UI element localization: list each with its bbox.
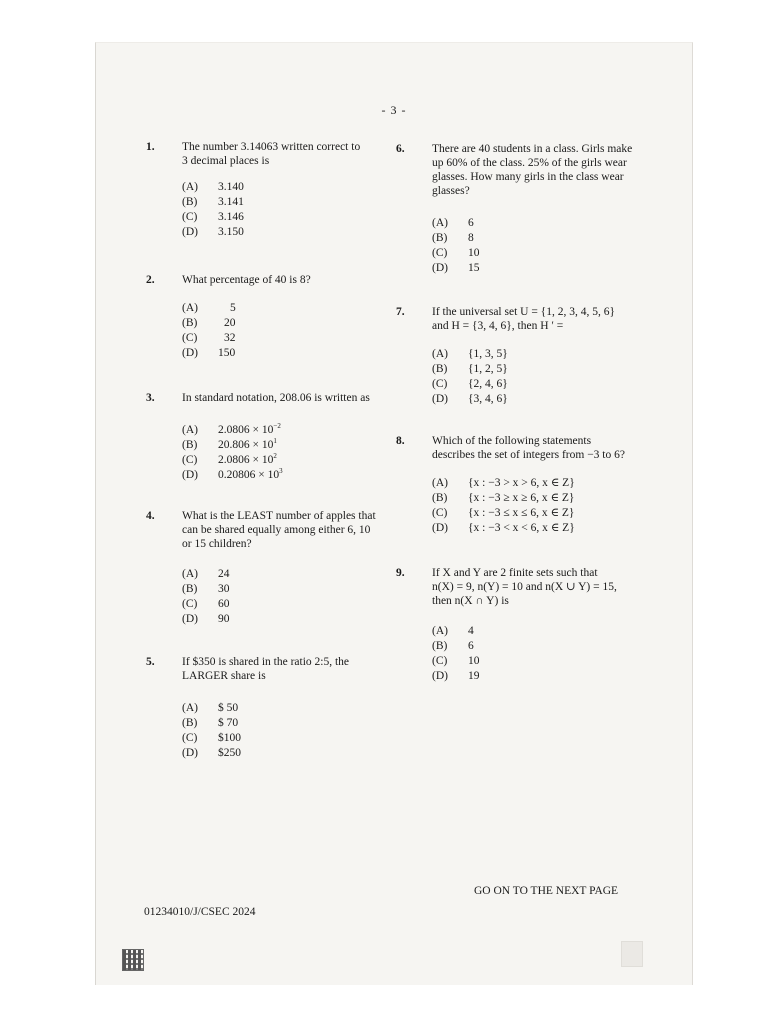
question-5 xyxy=(146,655,396,765)
option-b[interactable]: (B) 8 xyxy=(432,232,474,244)
stem-line: can be shared equally among either 6, 10 xyxy=(182,524,371,536)
question-stem xyxy=(432,434,625,462)
stem-line: or 15 children? xyxy=(182,538,252,550)
option-c[interactable]: (C) 32 xyxy=(182,332,236,344)
option-c[interactable]: (C) {x : −3 ≤ x ≤ 6, x ∈ Z} xyxy=(432,507,575,519)
option-d[interactable]: (D) 19 xyxy=(432,670,480,682)
option-d[interactable]: (D) 15 xyxy=(432,262,480,274)
question-stem xyxy=(182,509,376,551)
question-number: 8. xyxy=(396,435,405,447)
stem-line: LARGER share is xyxy=(182,670,266,682)
stem-line: The number 3.14063 written correct to xyxy=(182,141,361,153)
stem-line: There are 40 students in a class. Girls make xyxy=(432,143,633,155)
option-d[interactable]: (D) 150 xyxy=(182,347,236,359)
option-d[interactable]: (D) $250 xyxy=(182,747,241,759)
answer-options xyxy=(182,701,241,761)
question-stem xyxy=(432,142,632,198)
question-stem xyxy=(432,566,617,608)
question-8 xyxy=(396,434,661,544)
question-number: 1. xyxy=(146,141,155,153)
corner-mark xyxy=(621,941,643,967)
option-b[interactable]: (B) $20.806 \times 10^1$ xyxy=(182,437,277,451)
question-number: 9. xyxy=(396,567,405,579)
question-9 xyxy=(396,566,661,691)
question-number: 2. xyxy=(146,274,155,286)
option-d[interactable]: (D) $0.20806 \times 10^3$ xyxy=(182,467,283,481)
answer-options xyxy=(432,624,480,684)
option-d[interactable]: (D) {3, 4, 6} xyxy=(432,393,508,405)
option-c[interactable]: (C) {2, 4, 6} xyxy=(432,378,508,390)
option-b[interactable]: (B) $ 70 xyxy=(182,717,239,729)
option-c[interactable]: (C) 10 xyxy=(432,655,480,667)
option-a[interactable]: (A) {x : −3 > x > 6, x ∈ Z} xyxy=(432,477,575,489)
option-a[interactable]: (A) {1, 3, 5} xyxy=(432,348,508,360)
option-c[interactable]: (C) 10 xyxy=(432,247,480,259)
answer-options xyxy=(432,476,575,536)
option-b[interactable]: (B) 6 xyxy=(432,640,474,652)
stem-line: Which of the following statements xyxy=(432,435,592,447)
answer-options xyxy=(432,216,480,276)
option-a[interactable]: (A) 5 xyxy=(182,302,236,314)
question-number: 5. xyxy=(146,656,155,668)
option-b[interactable]: (B) {1, 2, 5} xyxy=(432,363,508,375)
exponent: 3 xyxy=(279,467,283,475)
page-number: - 3 - xyxy=(381,103,407,117)
exponent: 2 xyxy=(273,452,277,460)
option-a[interactable]: (A) 4 xyxy=(432,625,474,637)
stem-line: If X and Y are 2 finite sets such that xyxy=(432,567,598,579)
answer-options xyxy=(182,180,244,240)
question-4 xyxy=(146,509,396,629)
stem-line: and H = {3, 4, 6}, then H ′ = xyxy=(432,320,564,332)
stem-line: If $350 is shared in the ratio 2:5, the xyxy=(182,656,350,668)
question-stem xyxy=(432,305,615,333)
option-c[interactable]: (C) 60 xyxy=(182,598,230,610)
question-7 xyxy=(396,305,661,415)
option-b[interactable]: (B) 20 xyxy=(182,317,236,329)
option-c[interactable]: (C) $100 xyxy=(182,732,241,744)
option-d[interactable]: (D) 3.150 xyxy=(182,226,244,238)
exponent: −2 xyxy=(273,422,281,430)
stem-line: then n(X ∩ Y) is xyxy=(432,595,509,607)
option-b[interactable]: (B) {x : −3 ≥ x ≥ 6, x ∈ Z} xyxy=(432,492,575,504)
question-2 xyxy=(146,273,386,363)
stem-line: n(X) = 9, n(Y) = 10 and n(X ∪ Y) = 15, xyxy=(432,581,617,593)
question-number: 6. xyxy=(396,143,405,155)
option-b[interactable]: (B) 3.141 xyxy=(182,196,244,208)
stem-line: glasses? xyxy=(432,185,470,197)
answer-options xyxy=(182,567,230,627)
answer-options xyxy=(182,419,283,479)
option-a[interactable]: (A) $2.0806 \times 10^{-2}$ xyxy=(182,422,281,436)
option-a[interactable]: (A) 6 xyxy=(432,217,474,229)
exam-page xyxy=(95,42,693,985)
question-1 xyxy=(146,140,386,250)
stem-line: up 60% of the class. 25% of the girls wear xyxy=(432,157,627,169)
answer-options xyxy=(432,347,508,407)
option-a[interactable]: (A) 24 xyxy=(182,568,230,580)
stem-line: glasses. How many girls in the class wear xyxy=(432,171,624,183)
stem-line: 3 decimal places is xyxy=(182,155,270,167)
stem-line: If the universal set U = {1, 2, 3, 4, 5, 6} xyxy=(432,306,615,318)
option-c[interactable]: (C) $2.0806 \times 10^2$ xyxy=(182,452,277,466)
option-d[interactable]: (D) {x : −3 < x < 6, x ∈ Z} xyxy=(432,522,575,534)
option-a[interactable]: (A) 3.140 xyxy=(182,181,244,193)
answer-options xyxy=(182,301,236,361)
stem-line: What percentage of 40 is 8? xyxy=(182,274,311,286)
option-d[interactable]: (D) 90 xyxy=(182,613,230,625)
question-stem xyxy=(182,655,349,683)
exponent: 1 xyxy=(273,437,277,445)
question-stem xyxy=(182,391,370,405)
go-on-next-page: GO ON TO THE NEXT PAGE xyxy=(474,885,619,897)
option-a[interactable]: (A) $ 50 xyxy=(182,702,239,714)
stem-line: describes the set of integers from −3 to 6? xyxy=(432,449,625,461)
question-stem xyxy=(182,140,360,168)
qr-code-icon xyxy=(122,949,144,971)
question-number: 7. xyxy=(396,306,405,318)
question-6 xyxy=(396,142,661,282)
stem-line: What is the LEAST number of apples that xyxy=(182,510,376,522)
question-stem xyxy=(182,273,311,287)
option-c[interactable]: (C) 3.146 xyxy=(182,211,244,223)
paper-code: 01234010/J/CSEC 2024 xyxy=(144,906,256,918)
question-number: 3. xyxy=(146,392,155,404)
question-number: 4. xyxy=(146,510,155,522)
option-b[interactable]: (B) 30 xyxy=(182,583,230,595)
question-3 xyxy=(146,391,386,481)
stem-line: In standard notation, 208.06 is written as xyxy=(182,392,370,404)
